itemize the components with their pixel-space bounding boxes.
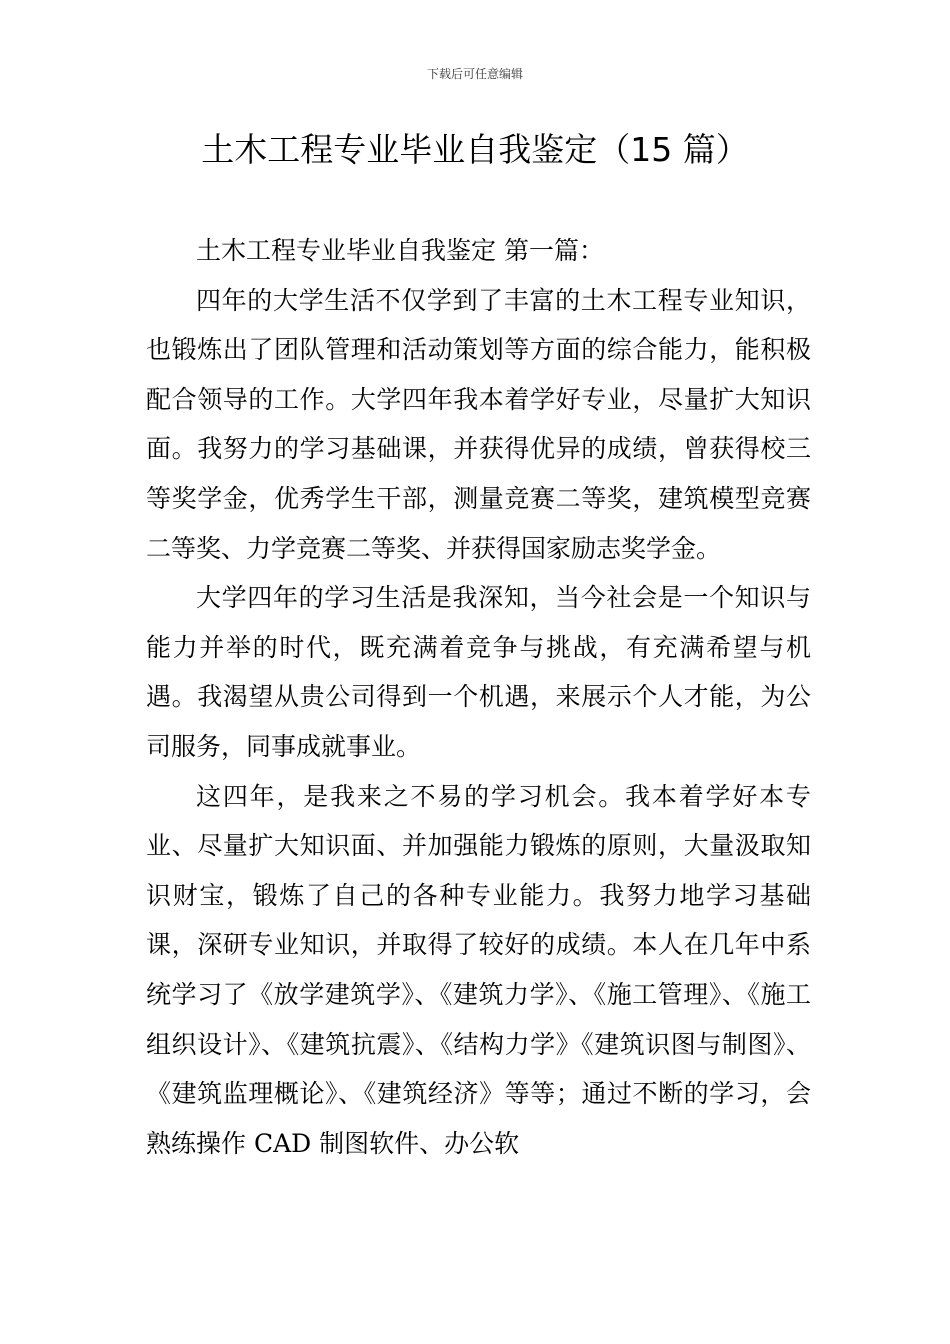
document-title: 土木工程专业毕业自我鉴定（15 篇） bbox=[201, 130, 749, 169]
document-body bbox=[146, 226, 811, 1168]
paragraph-3: 这四年，是我来之不易的学习机会。我本着学好本专业、尽量扩大知识面、并加强能力锻炼的原则，大量汲取知识财宝，锻炼了自己的各种专业能力。我努力地学习基础课，深研专业知识，并取得了较好的成绩。本人在几年中系统学习了《放学建筑学》、《建筑力学》、《施工管理》、《施工组织设计》、《建筑抗震》、《结构力学》《建筑识图与制图》、《建筑监理概论》、《建筑经济》等等；通过不断的学习，会熟练操作 CAD 制图软件、办公软 bbox=[146, 781, 811, 1158]
paragraph-2: 大学四年的学习生活是我深知，当今社会是一个知识与能力并举的时代，既充满着竞争与挑战，有充满希望与机遇。我渴望从贵公司得到一个机遇，来展示个人才能，为公司服务，同事成就事业。 bbox=[146, 583, 811, 761]
paragraph-1: 四年的大学生活不仅学到了丰富的土木工程专业知识，也锻炼出了团队管理和活动策划等方面的综合能力，能积极配合领导的工作。大学四年我本着学好专业，尽量扩大知识面。我努力的学习基础课，并获得优异的成绩，曾获得校三等奖学金，优秀学生干部，测量竞赛二等奖，建筑模型竞赛二等奖、力学竞赛二等奖、并获得国家励志奖学金。 bbox=[146, 285, 811, 563]
section-heading: 土木工程专业毕业自我鉴定 第一篇： bbox=[196, 236, 604, 265]
page-header-note: 下载后可任意编辑 bbox=[426, 67, 523, 81]
